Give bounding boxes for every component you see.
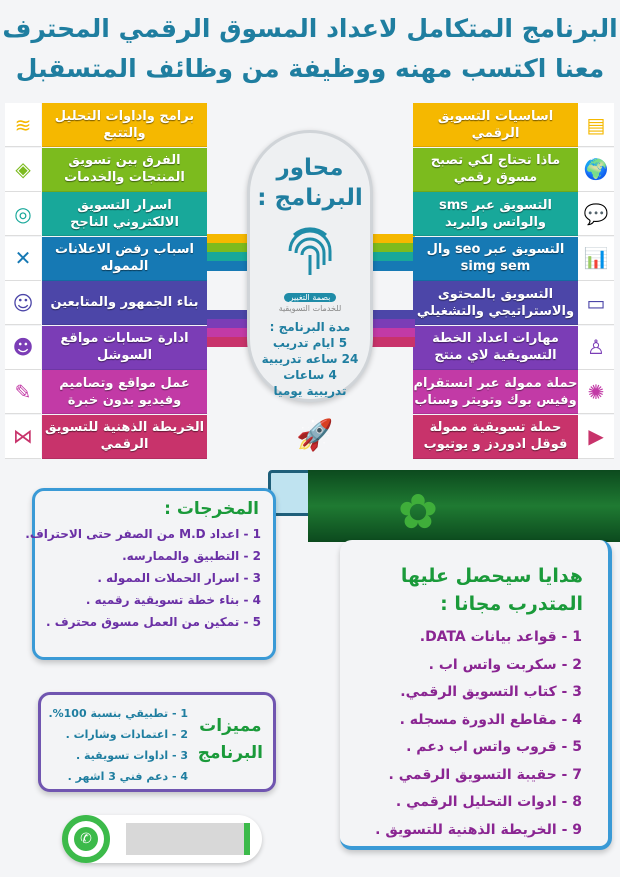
left-topic-band bbox=[42, 237, 207, 281]
gift-item: 9 - الخريطة الذهنية للتسويق . bbox=[375, 821, 582, 838]
features-box bbox=[38, 692, 276, 792]
monitor-icon: ▭ bbox=[578, 281, 614, 325]
connector bbox=[370, 337, 415, 347]
target-icon: ◎ bbox=[5, 192, 41, 236]
gifts-box bbox=[340, 540, 612, 850]
axes-title-2: البرنامج : bbox=[257, 185, 363, 211]
right-topic-band bbox=[413, 281, 578, 325]
title-line-2: معنا اكتسب مهنه ووظيفة من وظائف المتسقبل bbox=[15, 54, 605, 83]
bow-icon: ✿ bbox=[397, 484, 439, 540]
gift-item: 4 - مقاطع الدورة مسجله . bbox=[399, 711, 582, 728]
topic-label: ماذا تحتاج لكي تصبح مسوق رقمي bbox=[430, 153, 561, 185]
outputs-title: المخرجات : bbox=[164, 499, 259, 519]
gift-item: 7 - حقيبة التسويق الرقمي . bbox=[388, 766, 582, 783]
topic-label: الفرق بين تسويق المنتجات والخدمات bbox=[64, 153, 185, 185]
group-icon: ☻ bbox=[5, 326, 41, 370]
topic-label: مهارات اعداد الخطة التسويقية لاي منتج bbox=[432, 331, 559, 363]
connector bbox=[207, 337, 252, 347]
design-icon: ✎ bbox=[5, 370, 41, 414]
connector bbox=[207, 261, 252, 271]
x-icon: ✕ bbox=[5, 237, 41, 281]
whatsapp-contact-button[interactable] bbox=[62, 815, 262, 863]
presenter-icon: ♙ bbox=[578, 326, 614, 370]
outputs-box bbox=[25, 488, 276, 660]
right-topic-band bbox=[413, 415, 578, 459]
social-tree-icon: ✺ bbox=[578, 370, 614, 414]
feature-item: 2 - اعتمادات وشارات . bbox=[65, 728, 188, 741]
feature-item: 1 - تطبيقي بنسبة 100%. bbox=[48, 707, 188, 720]
topic-label: حملة ممولة عبر انستقرام وفيس بوك وتويتر وسناب bbox=[413, 375, 578, 408]
topic-label: اساسيات التسويق الرقمي bbox=[437, 108, 554, 141]
topic-label: برامج واداوات التحليل والتتبع bbox=[54, 108, 195, 141]
features-title-2: البرنامج bbox=[197, 743, 263, 763]
topic-label: بناء الجمهور والمتابعين bbox=[50, 295, 199, 310]
topic-label: حملة تسويقية ممولة قوقل ادوردز و يوتيوب bbox=[423, 420, 568, 452]
output-item: 2 - التطبيق والممارسه. bbox=[122, 549, 261, 563]
left-topic-band bbox=[42, 370, 207, 414]
output-item: 1 - اعداد M.D من الصفر حتى الاحتراف. bbox=[25, 527, 261, 541]
program-axes-card bbox=[247, 130, 373, 402]
left-topic-band bbox=[42, 192, 207, 236]
topic-label: اسباب رفض الاعلانات المموله bbox=[55, 242, 194, 274]
user-icon: ☺ bbox=[5, 281, 41, 325]
left-topic-band bbox=[42, 148, 207, 192]
gift-item: 3 - كتاب التسويق الرقمي. bbox=[400, 684, 582, 700]
chart-icon: 📊 bbox=[578, 237, 614, 281]
gift-item: 8 - ادوات التحليل الرقمي . bbox=[395, 794, 582, 810]
program-duration bbox=[250, 319, 370, 399]
whatsapp-phone-icon: ✆ bbox=[74, 827, 98, 851]
gift-item: 5 - قروب واتس اب دعم . bbox=[406, 739, 582, 755]
gift-item: 1 - قواعد بيانات DATA. bbox=[419, 629, 582, 645]
left-topic-band bbox=[42, 415, 207, 459]
right-topic-band bbox=[413, 237, 578, 281]
shapes-icon: ◈ bbox=[5, 148, 41, 192]
gift-item: 2 - سكربت واتس اب . bbox=[428, 656, 582, 673]
brand-subtitle: للخدمات التسويقية bbox=[278, 304, 342, 313]
feature-item: 3 - اداوات تسويقية . bbox=[76, 749, 188, 762]
topic-label: التسويق عبر seo وال simg sem bbox=[426, 242, 565, 274]
duration-line: تدريبية يوميا bbox=[273, 384, 347, 398]
left-topic-band bbox=[42, 326, 207, 370]
feature-item: 4 - دعم فني 3 اشهر . bbox=[67, 770, 188, 783]
right-topic-band bbox=[413, 192, 578, 236]
youtube-icon: ▶ bbox=[578, 415, 614, 459]
title-line-1: البرنامج المتكامل لاعداد المسوق الرقمي المحترف bbox=[2, 14, 618, 43]
topic-label: التسويق بالمحتوى والاستراتيجي والتشغيلي bbox=[416, 286, 575, 319]
contact-number-field bbox=[126, 823, 250, 855]
duration-line: 24 ساعه تدريبية bbox=[261, 352, 359, 366]
features-title-1: مميزات bbox=[199, 716, 262, 736]
right-topic-band bbox=[413, 103, 578, 147]
topic-label: عمل مواقع وتصاميم وفيديو بدون خبرة bbox=[59, 375, 190, 408]
output-item: 3 - اسرار الحملات المموله . bbox=[97, 571, 261, 585]
topic-label: اسرار التسويق الالكتروني الناجح bbox=[70, 197, 179, 230]
output-item: 4 - بناء خطة تسويقية رقميه . bbox=[85, 593, 261, 607]
axes-title-1: محاور bbox=[276, 155, 344, 181]
gift-ribbon bbox=[308, 470, 620, 542]
globe-icon: 🌍 bbox=[578, 148, 614, 192]
rocket-icon: 🚀 bbox=[296, 418, 334, 453]
layers-icon: ≋ bbox=[5, 103, 41, 147]
duration-line: 5 ايام تدريب bbox=[272, 336, 348, 350]
gifts-title-2: المتدرب مجانا : bbox=[440, 593, 583, 615]
fingerprint-icon bbox=[280, 221, 340, 281]
duration-line: مدة البرنامج : bbox=[269, 320, 351, 334]
topic-label: ادارة حسابات مواقع السوشل bbox=[60, 331, 189, 363]
browser-icon: ▤ bbox=[578, 103, 614, 147]
right-topic-band bbox=[413, 326, 578, 370]
left-topic-band bbox=[42, 281, 207, 325]
gifts-title-1: هدايا سيحصل عليها bbox=[400, 565, 583, 587]
output-item: 5 - تمكين من العمل مسوق محترف . bbox=[45, 615, 261, 629]
brand-name: بصمة التغيير bbox=[284, 293, 337, 302]
connector bbox=[370, 261, 415, 271]
right-topic-band bbox=[413, 148, 578, 192]
chat-icon: 💬 bbox=[578, 192, 614, 236]
topic-label: الخريطة الذهنية للتسويق الرقمي bbox=[44, 420, 205, 452]
left-topic-band bbox=[42, 103, 207, 147]
duration-line: 4 ساعات bbox=[283, 368, 337, 382]
topic-label: التسويق عبر sms والواتس والبريد bbox=[439, 197, 552, 230]
mindmap-icon: ⋈ bbox=[5, 415, 41, 459]
right-topic-band bbox=[413, 370, 578, 414]
